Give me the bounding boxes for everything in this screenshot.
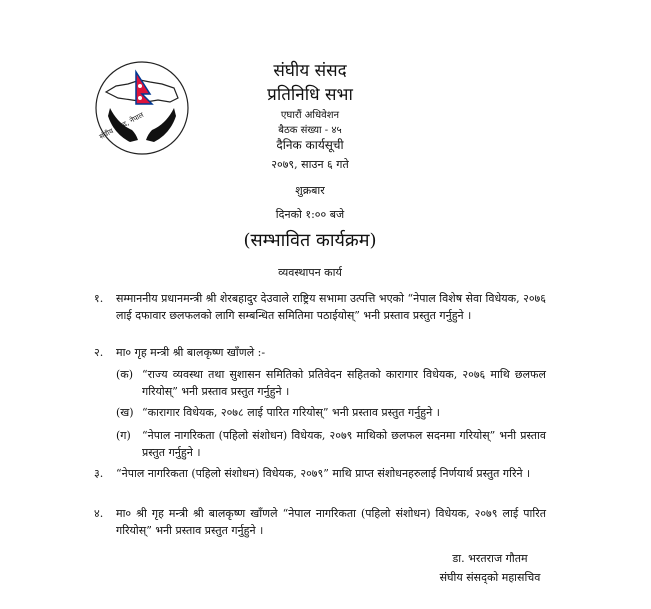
- agenda-item-1: सम्माननीय प्रधानमन्त्री श्री शेरबहादुर देउवाले राष्ट्रिय सभामा उत्पत्ति भएको “नेपाल विशेष सेवा विधेयक, २०७६ लाई दफावार छलफलको लागि सम्बन्धित समितिमा पठाईयोस्” भनी प्रस्ताव प्रस्तुत गर्नुहुने ।: [116, 292, 546, 322]
- item-number: ३.: [94, 467, 104, 480]
- meeting-number: बैठक संख्या - ४५: [278, 125, 342, 136]
- signatory-title: संघीय संसद्को महासचिव: [439, 571, 541, 584]
- agenda-item-3: “नेपाल नागरिकता (पहिलो संशोधन) विधेयक, २०७९” माथि प्राप्त संशोधनहरुलाई निर्णयार्थ प्रस्तुत गरिने ।: [116, 467, 531, 480]
- item-number: ४.: [94, 507, 104, 520]
- sub-item-label: (ख): [116, 406, 134, 419]
- house-heading: प्रतिनिधि सभा: [267, 85, 353, 105]
- sub-item-label: (क): [116, 368, 134, 381]
- probable-program-title: (सम्भावित कार्यक्रम): [243, 230, 377, 251]
- agenda-title: दैनिक कार्यसूची: [276, 138, 344, 152]
- date-line: २०७९, साउन ६ गते: [271, 158, 349, 171]
- day-line: शुक्रबार: [295, 184, 325, 197]
- sub-item-kha: “कारागार विधेयक, २०७८ लाई पारित गरियोस्” भनी प्रस्ताव प्रस्तुत गर्नुहुने ।: [142, 406, 440, 419]
- emblem-caption: संघीय संसद, नेपाल: [98, 110, 146, 142]
- parliament-emblem: [92, 58, 192, 158]
- sub-item-ka: “राज्य व्यवस्था तथा सुशासन समितिको प्रतिवेदन सहितको कारागार विधेयक, २०७६ माथि छलफल गरियोस्” भनी प्रस्ताव प्रस्तुत गर्नुहुने ।: [142, 368, 546, 398]
- agenda-item-4: मा० श्री गृह मन्त्री श्री बालकृष्ण खाँणले “नेपाल नागरिकता (पहिलो संशोधन) विधेयक, २०७९ लाई पारित गरियोस्” भनी प्रस्ताव प्रस्तुत गर्नुहुने ।: [116, 507, 546, 537]
- nepal-map-hands-icon: [92, 58, 192, 158]
- signatory-name: डा. भरतराज गौतम: [452, 552, 528, 565]
- sub-item-label: (ग): [116, 429, 131, 442]
- federal-parliament-heading: संघीय संसद: [273, 61, 347, 81]
- agenda-item-2: मा० गृह मन्त्री श्री बालकृष्ण खाँणले :-: [116, 346, 266, 359]
- item-number: २.: [94, 346, 104, 359]
- time-line: दिनको १:०० बजे: [275, 208, 345, 221]
- sub-item-ga: “नेपाल नागरिकता (पहिलो संशोधन) विधेयक, २०७९ माथिको छलफल सदनमा गरियोस्” भनी प्रस्ताव प्रस्तुत गर्नुहुने ।: [142, 429, 546, 459]
- item-number: १.: [94, 292, 104, 305]
- session-line: एघारौं अधिवेशन: [280, 110, 340, 121]
- section-heading: व्यवस्थापन कार्य: [278, 266, 342, 279]
